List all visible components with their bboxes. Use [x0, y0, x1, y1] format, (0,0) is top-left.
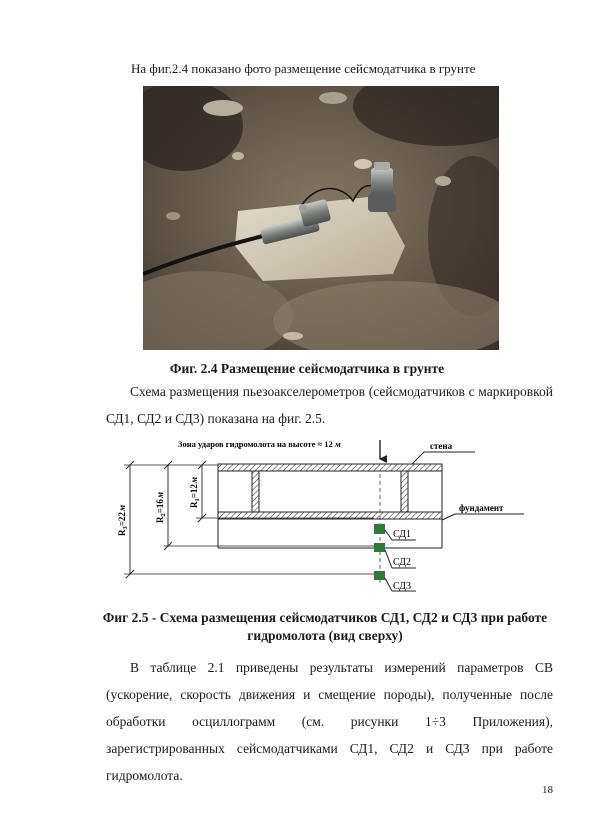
sensor-sd1-label: СД1 — [393, 529, 411, 540]
sensor-layout-diagram — [112, 438, 532, 603]
figure-2-5-caption-line2: гидромолота (вид сверху) — [247, 628, 403, 643]
r2-label: $R_2=16м$ — [155, 491, 167, 523]
page-number: 18 — [542, 784, 553, 796]
figure-2-5-caption — [100, 609, 550, 645]
sensor-in-soil-photo — [143, 86, 499, 350]
sensor-sd2-label: СД2 — [393, 557, 411, 568]
wall-label: стена — [430, 441, 453, 451]
r3-label: $R_3=22м$ — [117, 504, 129, 536]
figure-2-5-caption-line1: Фиг 2.5 - Схема размещения сейсмодатчиков СД1, СД2 и СД3 при работе — [102, 610, 548, 625]
wall-top — [218, 464, 442, 471]
column-left — [252, 471, 259, 512]
paragraph-results: В таблице 2.1 приведены результаты измерений параметров СВ (ускорение, скорость движения и смещение породы), полученные после обработки осциллограмм (см. рисунки 1÷3 Приложения), зарегистрированных сейсмодатчиками СД1, СД2 и СД3 при работе гидромолота. — [106, 660, 553, 783]
layout-scheme — [112, 438, 532, 598]
figure-2-4-caption: Фиг. 2.4 Размещение сейсмодатчика в грунте — [169, 361, 445, 376]
sensor-sd2-marker — [374, 543, 385, 552]
sensor-sd3-marker — [374, 571, 385, 580]
foundation-label: фундамент — [459, 503, 504, 513]
column-right — [401, 471, 408, 512]
photo-illustration — [143, 86, 499, 350]
sensor-sd1-marker — [374, 524, 385, 534]
paragraph-sensor-layout: Схема размещения пьезоакселерометров (сейсмодатчиков с маркировкой СД1, СД2 и СД3) показана на фиг. 2.5. — [106, 384, 553, 426]
sensor-sd3-label: СД3 — [393, 581, 411, 592]
r1-label: $R_1=12м$ — [189, 476, 201, 508]
intro-text: На фиг.2.4 показано фото размещение сейсмодатчика в грунте — [131, 61, 476, 76]
impact-zone-label: Зона ударов гидромолота на высоте ≈ 12 м — [178, 439, 341, 449]
